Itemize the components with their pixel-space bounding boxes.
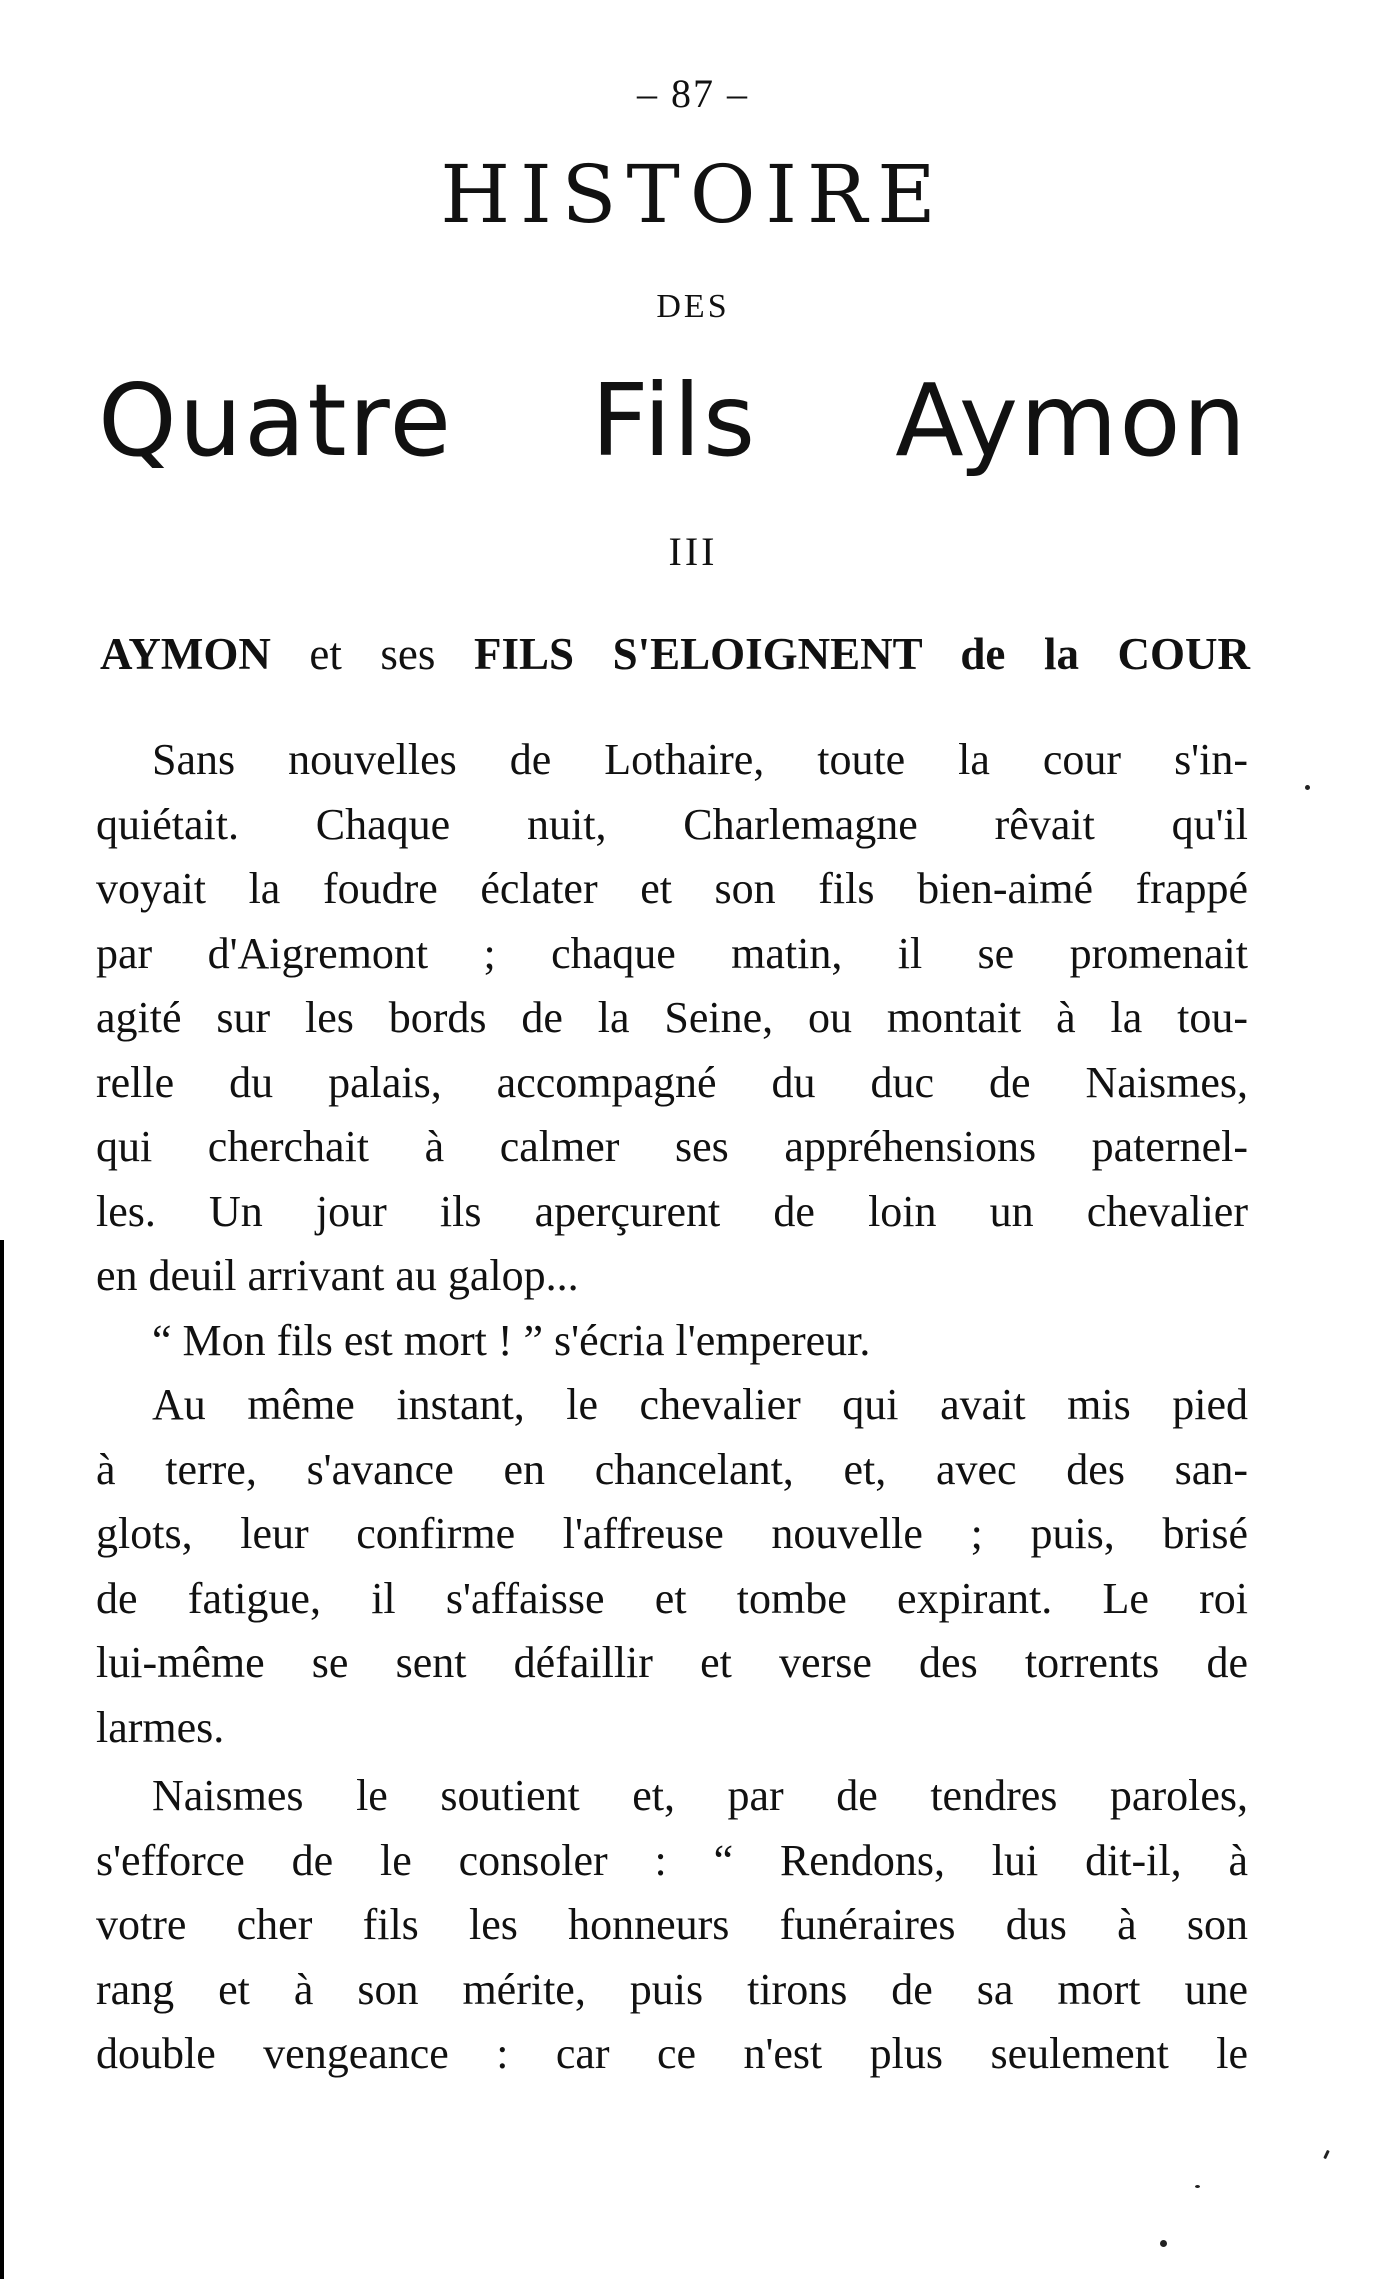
title-histoire: HISTOIRE	[440, 148, 946, 241]
text-line: qui cherchait à calmer ses appréhensions paternel-	[96, 1122, 1248, 1171]
text-line: à terre, s'avance en chancelant, et, avec des san-	[96, 1444, 1248, 1494]
title-des: DES	[656, 288, 730, 325]
main-title-word: Fils	[591, 362, 758, 479]
text-line: agité sur les bords de la Seine, ou montait à la tou-	[96, 993, 1248, 1042]
text-line: en deuil arrivant au galop...	[96, 1251, 579, 1300]
paragraph	[96, 1309, 1248, 1374]
text-line: lui-même se sent défaillir et verse des torrents de	[96, 1638, 1248, 1687]
paragraph	[96, 1373, 1248, 1760]
text-line: quiétait. Chaque nuit, Charlemagne rêvait qu'il	[96, 799, 1248, 849]
text-line: relle du palais, accompagné du duc de Naismes,	[96, 1057, 1248, 1107]
text-line: de fatigue, il s'affaisse et tombe expirant. Le roi	[96, 1573, 1248, 1623]
page-number: – 87 –	[637, 71, 749, 116]
heading-word: FILS	[473, 629, 575, 679]
scan-speck	[1160, 2240, 1167, 2247]
text-line: les. Un jour ils aperçurent de loin un chevalier	[96, 1186, 1248, 1236]
text-line: Sans nouvelles de Lothaire, toute la cour s'in-	[152, 735, 1248, 784]
text-line: glots, leur confirme l'affreuse nouvelle ; puis, brisé	[96, 1509, 1248, 1558]
heading-word: COUR	[1117, 629, 1251, 679]
scan-speck	[1323, 2150, 1330, 2159]
scan-speck	[1195, 2185, 1200, 2188]
text-line: voyait la foudre éclater et son fils bien-aimé frappé	[96, 864, 1248, 913]
paragraph	[96, 1764, 1248, 2087]
text-line: Naismes le soutient et, par de tendres paroles,	[152, 1771, 1248, 1820]
text-line: larmes.	[96, 1702, 225, 1752]
body-text	[96, 728, 1248, 2087]
text-line: votre cher fils les honneurs funéraires dus à son	[96, 1900, 1248, 1949]
heading-word: de la	[960, 629, 1079, 679]
text-line: double vengeance : car ce n'est plus seulement le	[96, 2029, 1248, 2078]
chapter-heading	[100, 628, 1250, 680]
heading-word: S'ELOIGNENT	[612, 629, 922, 679]
heading-word: ses	[380, 629, 436, 679]
text-line: rang et à son mérite, puis tirons de sa mort une	[96, 1964, 1248, 2014]
text-line: “ Mon fils est mort ! ” s'écria l'empereur.	[152, 1315, 871, 1365]
chapter-number: III	[668, 529, 718, 574]
paragraph	[96, 728, 1248, 1309]
scan-speck	[1305, 785, 1310, 790]
page-edge-shadow	[0, 1240, 4, 2279]
heading-word: et	[309, 629, 342, 679]
text-line: par d'Aigremont ; chaque matin, il se promenait	[96, 928, 1248, 978]
main-title-word: Quatre	[98, 362, 454, 479]
text-line: s'efforce de le consoler : “ Rendons, lui dit-il, à	[96, 1835, 1248, 1885]
main-title	[98, 362, 1248, 479]
heading-word: AYMON	[100, 629, 271, 679]
text-line: Au même instant, le chevalier qui avait mis pied	[152, 1380, 1248, 1429]
main-title-word: Aymon	[895, 362, 1248, 479]
